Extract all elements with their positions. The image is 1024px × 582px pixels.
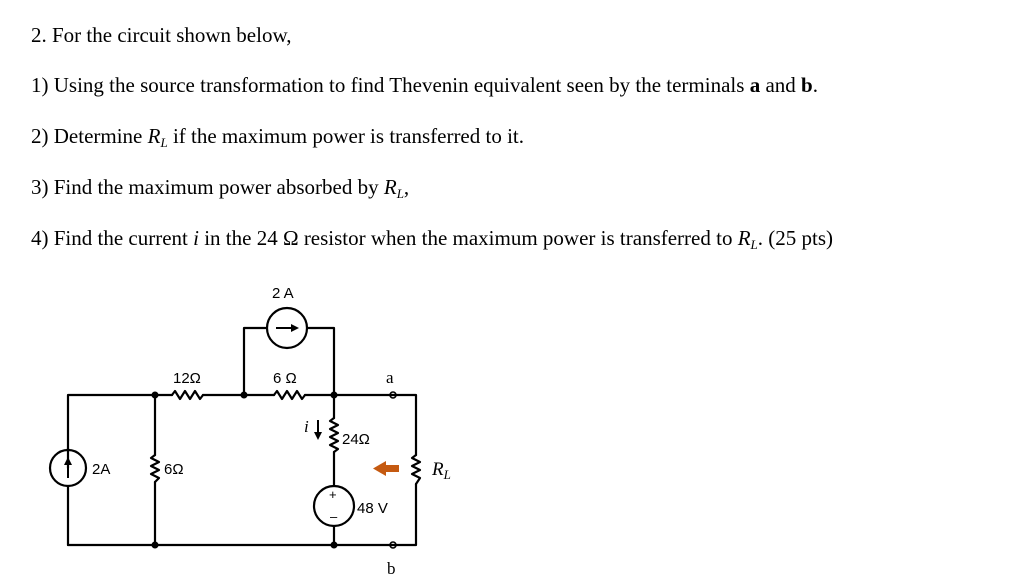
resistor-12-ohm (172, 391, 203, 399)
q3-r-sub: L (396, 186, 404, 201)
q2-r-sub: L (160, 135, 168, 150)
voltage-plus: + (329, 487, 337, 502)
label-6-ohm-shunt: 6Ω (164, 461, 184, 478)
left-source-arrowhead (64, 457, 72, 465)
q2-r: R (147, 124, 161, 148)
junction-dot (241, 392, 248, 399)
resistor-load (412, 455, 420, 484)
q1-end: . (812, 73, 818, 97)
current-i-arrowhead (314, 432, 322, 440)
junction-dot (331, 392, 338, 399)
label-12-ohm: 12Ω (173, 370, 201, 387)
q2-text: 2) Determine (31, 124, 148, 148)
question-2 (31, 123, 524, 149)
load-arrow-icon (373, 461, 399, 476)
current-i-label: i (304, 417, 309, 436)
resistor-24-ohm (330, 418, 338, 452)
q3-text: 3) Find the maximum power absorbed by (31, 175, 384, 199)
q1-and: and (760, 73, 802, 97)
q4-post: . (25 pts) (757, 226, 834, 250)
top-source-arrowhead (291, 324, 299, 332)
voltage-source-label: 48 V (357, 500, 388, 517)
terminal-a-label: a (386, 368, 394, 387)
circuit-diagram (0, 270, 1024, 582)
q4-r-sub: L (750, 237, 758, 252)
load-label: $R_L$ (432, 459, 451, 482)
question-3 (31, 174, 409, 200)
q4-mid: in the 24 Ω resistor when the maximum power is transferred to (198, 226, 738, 250)
q1-text: 1) Using the source transformation to find Thevenin equivalent seen by the terminals (31, 73, 750, 97)
left-source-label: 2A (92, 461, 111, 478)
resistor-6-ohm-shunt (151, 455, 159, 482)
terminal-b-label: b (387, 559, 396, 578)
q4-text: 4) Find the current (31, 226, 194, 250)
top-source-label: 2 A (272, 285, 294, 302)
label-6-ohm-top: 6 Ω (273, 370, 297, 387)
problem-title: 2. For the circuit shown below, (31, 23, 292, 47)
q4-r: R (737, 226, 751, 250)
q1-terminal-b: b (801, 73, 813, 97)
resistor-6-ohm-top (274, 391, 305, 399)
question-1 (31, 72, 818, 98)
junction-dot (331, 542, 338, 549)
q4-i: i (193, 226, 199, 250)
q2-post: if the maximum power is transferred to it. (167, 124, 525, 148)
question-4 (31, 225, 833, 251)
q1-terminal-a: a (749, 73, 761, 97)
label-24-ohm: 24Ω (342, 431, 370, 448)
q3-r: R (383, 175, 397, 199)
voltage-minus: – (330, 509, 338, 524)
q3-post: , (403, 175, 410, 199)
junction-dot (152, 542, 159, 549)
junction-dot (152, 392, 159, 399)
